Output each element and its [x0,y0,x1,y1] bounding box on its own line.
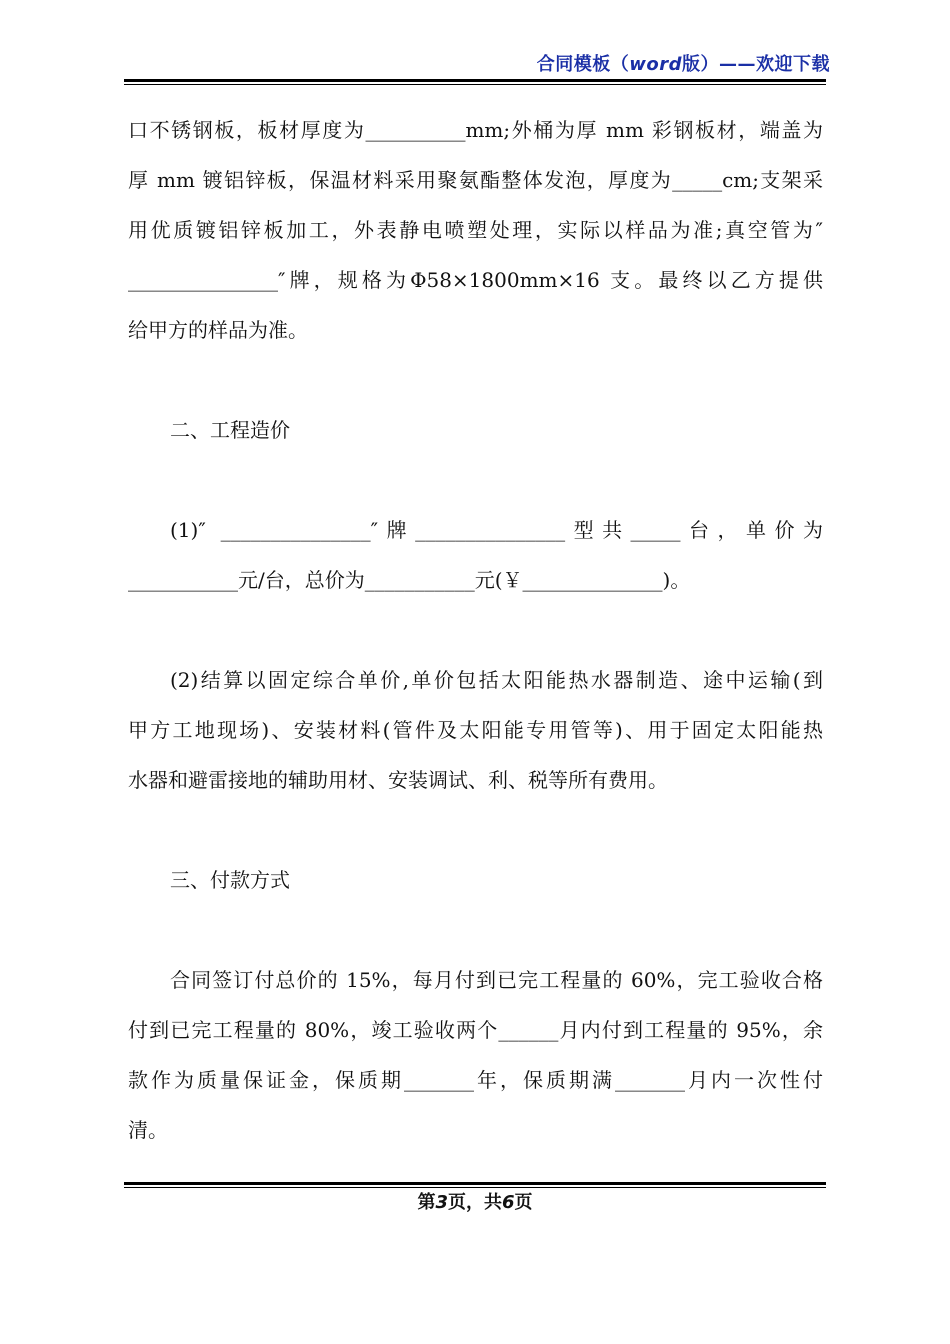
header-title-suffix: 版）——欢迎下载 [682,54,830,75]
header-title-word: word [629,54,682,75]
document-body [128,105,823,1155]
section-heading-payment: 三、付款方式 [170,868,290,892]
paragraph-unit-price [128,505,823,605]
text-line: 付到已完工程量的 80%，竣工验收两个______月内付到工程量的 95%，余 [128,1018,823,1042]
page-number: 3 [435,1192,448,1213]
paragraph-payment [128,955,823,1155]
section-heading-price: 二、工程造价 [170,418,290,442]
footer-text: 第 [417,1192,436,1213]
text-line: 厚 mm 镀铝锌板，保温材料采用聚氨酯整体发泡，厚度为_____cm;支架采 [128,168,823,192]
text-line: 清。 [128,1118,168,1142]
page-footer [0,1188,950,1214]
text-line: _______________″牌，规格为Φ58×1800mm×16 支。最终以乙方提供 [128,268,823,292]
text-line: (1)″ _______________″牌_______________型共_____台，单价为 [170,518,823,542]
text-line: 水器和避雷接地的辅助用材、安装调试、利、税等所有费用。 [128,768,668,792]
text-line: 甲方工地现场)、安装材料(管件及太阳能专用管等)、用于固定太阳能热 [128,718,823,742]
text-line: 用优质镀铝锌板加工，外表静电喷塑处理，实际以样品为准;真空管为″ [128,218,823,242]
header-rule-thick [124,79,826,82]
text-line: (2)结算以固定综合单价,单价包括太阳能热水器制造、途中运输(到 [170,668,823,692]
footer-text: 页，共 [448,1192,502,1213]
footer-text: 页 [514,1192,533,1213]
header-rule-thin [124,84,826,85]
text-line: 合同签订付总价的 15%，每月付到已完工程量的 60%，完工验收合格 [170,968,823,992]
footer-rule-thick [124,1182,826,1185]
text-line: 口不锈钢板，板材厚度为__________mm;外桶为厚 mm 彩钢板材，端盖为 [128,118,823,142]
text-line: 款作为质量保证金，保质期_______年，保质期满_______月内一次性付 [128,1068,823,1092]
text-line: 给甲方的样品为准。 [128,318,308,342]
text-line: ___________元/台，总价为___________元(￥______________)。 [128,568,691,592]
page-total: 6 [502,1192,515,1213]
paragraph-materials [128,105,823,355]
header-title-prefix: 合同模板（ [536,54,630,75]
paragraph-settlement [128,655,823,805]
header-title [537,50,830,76]
